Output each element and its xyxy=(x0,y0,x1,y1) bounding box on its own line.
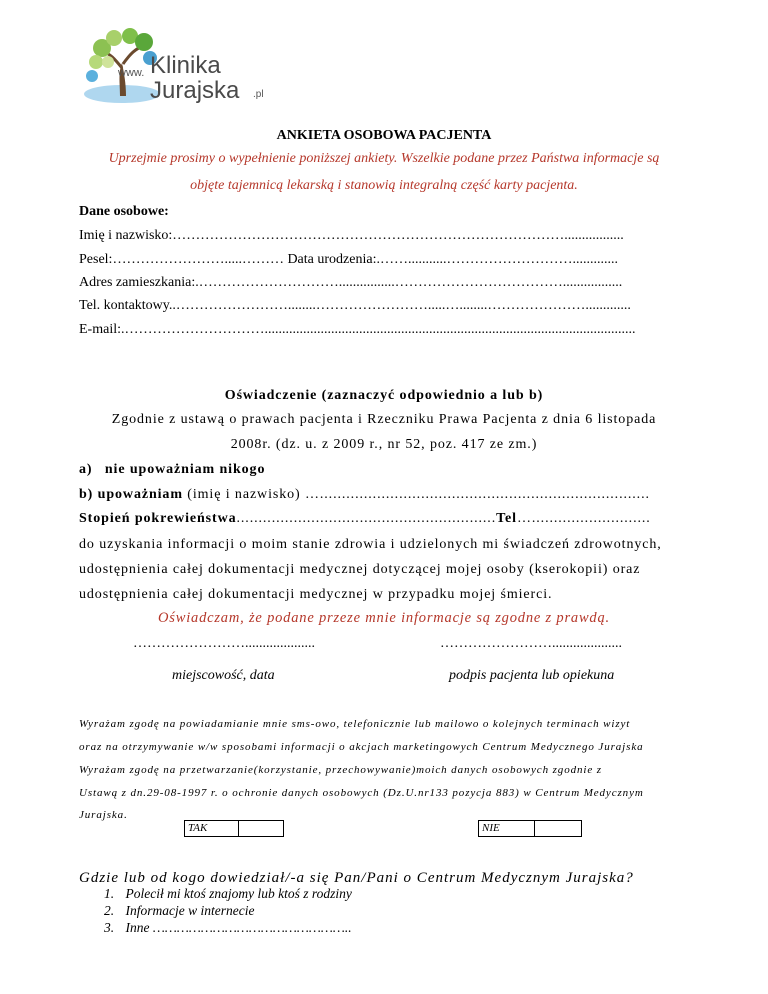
place-date-label: miejscowość, data xyxy=(172,668,275,683)
list-number: 1. xyxy=(104,886,115,901)
consent-line-5: Jurajska. xyxy=(79,809,128,821)
list-text: Polecił mi ktoś znajomy lub ktoś z rodziny xyxy=(125,886,352,901)
consent-no-checkbox[interactable] xyxy=(478,820,582,837)
option-b-text: (imię i nazwisko) …........................................................................... xyxy=(182,487,650,502)
law-line-1: Zgodnie z ustawą o prawach pacjenta i Rzeczniku Prawa Pacjenta z dnia 6 listopada xyxy=(111,412,657,427)
name-field[interactable]: Imię i nazwisko:…………………………………………………………………………................. xyxy=(79,228,624,243)
tel-dots: …........................... xyxy=(516,511,651,526)
body-line-2: udostępnienia całej dokumentacji medycznej dotyczącej mojej osoby (kserokopii) oraz xyxy=(79,562,641,577)
option-b-bold: upoważniam xyxy=(97,487,183,502)
consent-no-label: NIE xyxy=(479,821,535,836)
option-a[interactable] xyxy=(79,462,265,478)
signature-label: podpis pacjenta lub opiekuna xyxy=(449,668,615,683)
logo-line2: Jurajska xyxy=(150,77,240,104)
option-a-text: nie upoważniam nikogo xyxy=(104,462,266,477)
consent-yes-checkbox[interactable] xyxy=(184,820,284,837)
option-a-label: a) xyxy=(79,462,93,477)
source-question: Gdzie lub od kogo dowiedział/-a się Pan/Pani o Centrum Medycznym Jurajska? xyxy=(79,870,634,886)
personal-data-heading: Dane osobowe: xyxy=(79,204,169,219)
list-number: 2. xyxy=(104,903,115,918)
logo-www: www. xyxy=(118,67,145,79)
source-option-1[interactable] xyxy=(104,886,352,902)
consent-line-3: Wyrażam zgodę na przetwarzanie(korzystanie, przechowywanie)moich danych osobowych zgodnie z xyxy=(79,764,602,776)
option-b[interactable] xyxy=(79,487,650,503)
consent-line-1: Wyrażam zgodę na powiadamianie mnie sms-owo, telefonicznie lub mailowo o kolejnych terminach wizyt xyxy=(79,718,631,730)
consent-line-4: Ustawą z dn.29-08-1997 r. o ochronie danych osobowych (Dz.U.nr133 pozycja 883) w Centrum Medycznym xyxy=(79,787,644,799)
pesel-birthdate-field[interactable]: Pesel:…………………….....……… Data urodzenia:.……...........………………………............. xyxy=(79,252,618,267)
truth-statement: Oświadczam, że podane przeze mnie informacje są zgodne z prawdą. xyxy=(158,610,610,626)
body-line-3: udostępnienia całej dokumentacji medycznej w przypadku mojej śmierci. xyxy=(79,587,553,602)
source-option-2[interactable] xyxy=(104,903,254,919)
place-date-line[interactable]: …………………….................... xyxy=(133,636,315,651)
kinship-dots: ........................................................... xyxy=(236,511,497,526)
intro-line-1: Uprzejmie prosimy o wypełnienie poniższej ankiety. Wszelkie podane przez Państwa informacje są xyxy=(108,151,660,166)
phone-field[interactable]: Tel. kontaktowy..……………………........…………………….....…........…………………............. xyxy=(79,298,631,313)
kinship-field[interactable] xyxy=(79,511,651,527)
consent-line-2: oraz na otrzymywanie w/w sposobami informacji o akcjach marketingowych Centrum Medycznego Jurajska xyxy=(79,741,644,753)
intro-line-2: objęte tajemnicą lekarską i stanowią integralną część karty pacjenta. xyxy=(190,178,578,193)
list-text: Informacje w internecie xyxy=(125,903,255,918)
body-line-1: do uzyskania informacji o moim stanie zdrowia i udzielonych mi świadczeń zdrowotnych, xyxy=(79,537,662,552)
source-option-3[interactable] xyxy=(104,920,352,936)
tel-label: Tel xyxy=(496,511,517,526)
kinship-label: Stopień pokrewieństwa xyxy=(79,511,237,526)
declaration-heading: Oświadczenie (zaznaczyć odpowiednio a lub b) xyxy=(224,388,544,403)
option-b-label: b) xyxy=(79,487,94,502)
law-line-2: 2008r. (dz. u. z 2009 r., nr 52, poz. 417 ze zm.) xyxy=(230,437,538,452)
logo-tld: .pl xyxy=(253,89,264,100)
email-field[interactable]: E-mail:.………………………….......................................................................................................... xyxy=(79,322,636,337)
consent-yes-label: TAK xyxy=(185,821,239,836)
page-title: ANKIETA OSOBOWA PACJENTA xyxy=(276,128,492,143)
list-text: Inne ………………………………………….. xyxy=(125,920,352,935)
list-number: 3. xyxy=(104,920,115,935)
logo-line1: Klinika xyxy=(150,52,221,79)
address-field[interactable]: Adres zamieszkania:.…………………………................………………………………................. xyxy=(79,275,623,290)
signature-line[interactable]: …………………….................... xyxy=(440,636,622,651)
